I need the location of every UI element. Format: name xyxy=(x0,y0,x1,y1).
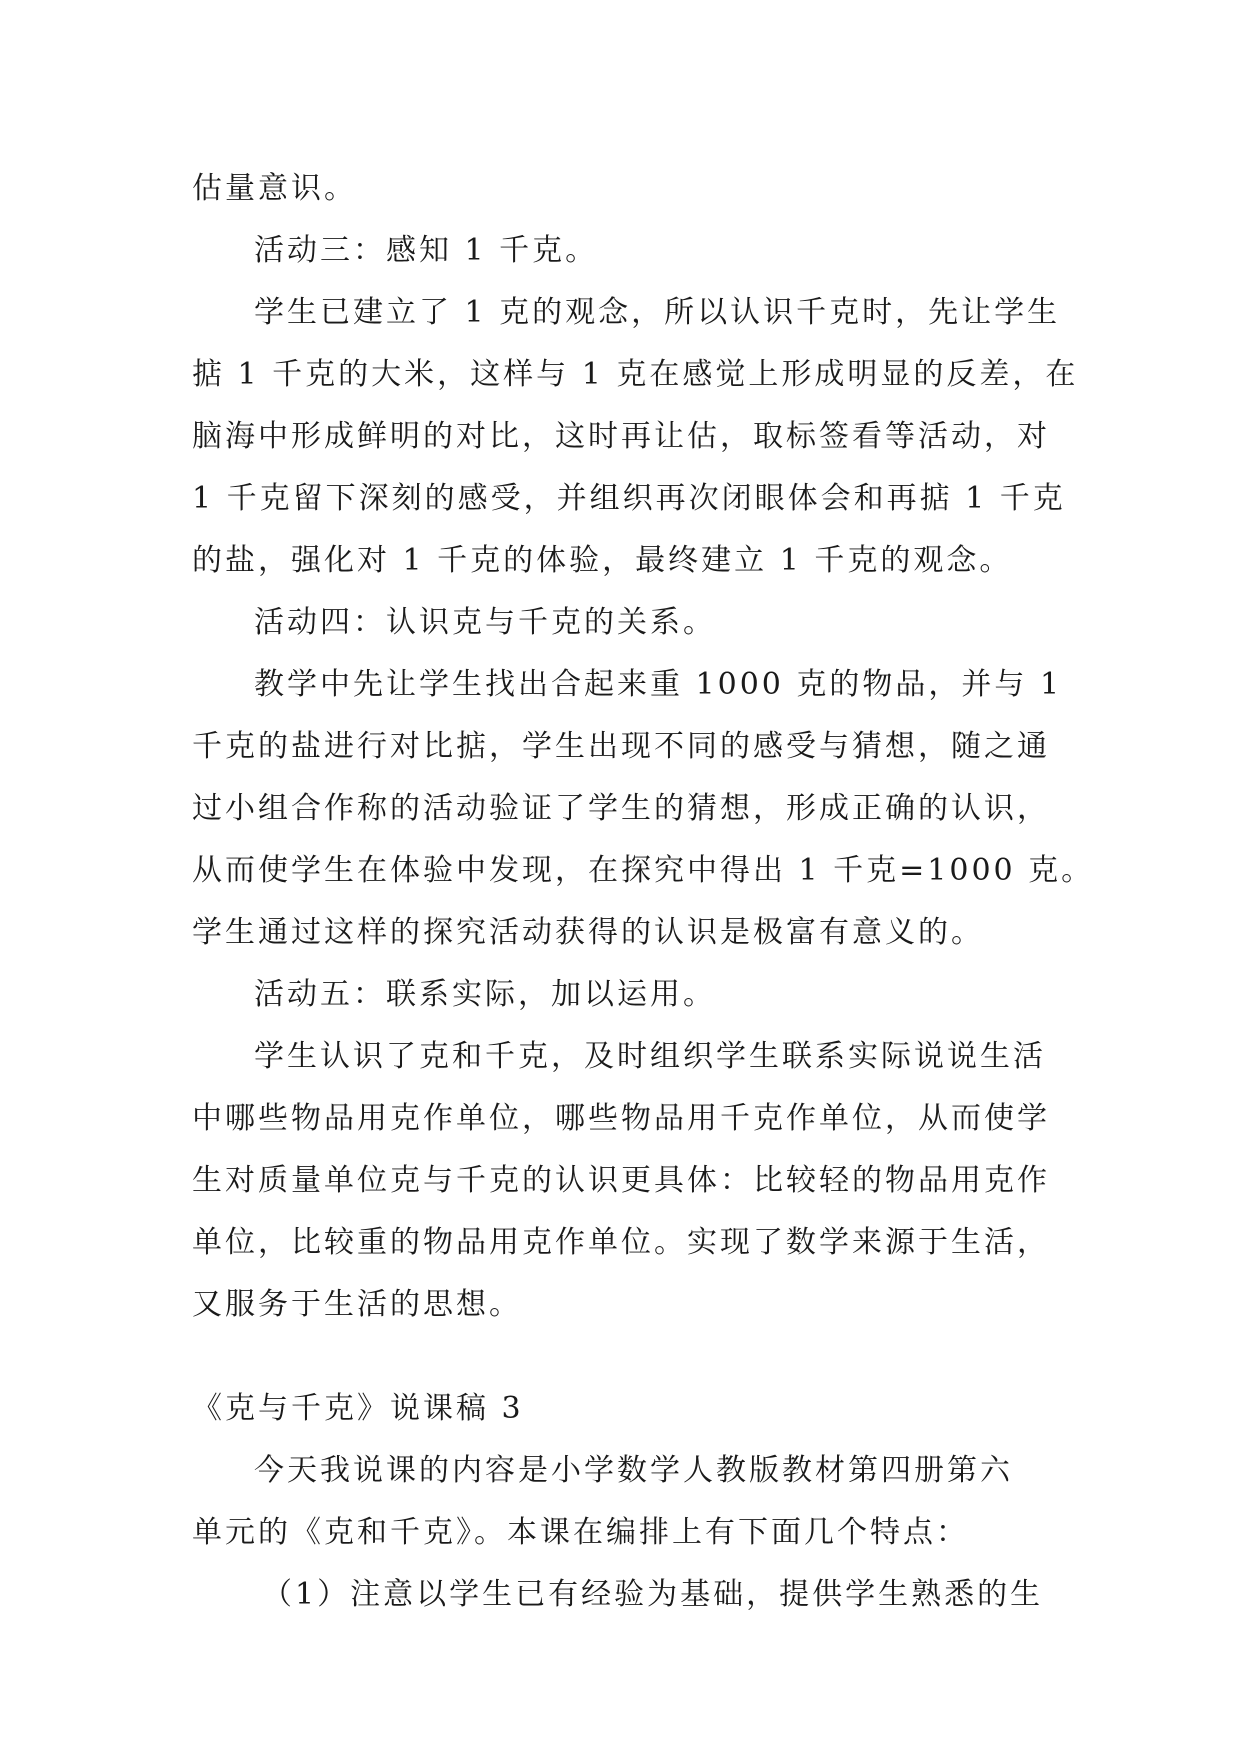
list-item: （1）注意以学生已有经验为基础，提供学生熟悉的生 xyxy=(262,1577,1044,1612)
text-line: 中哪些物品用克作单位，哪些物品用千克作单位，从而使学 xyxy=(192,1101,1050,1136)
activity-heading: 活动四：认识克与千克的关系。 xyxy=(254,605,716,640)
text-line: 学生认识了克和千克，及时组织学生联系实际说说生活 xyxy=(254,1039,1046,1074)
text-line: 从而使学生在体验中发现，在探究中得出 1 千克=1000 克。 xyxy=(192,853,1095,888)
text-line: 1 千克留下深刻的感受，并组织再次闭眼体会和再掂 1 千克 xyxy=(192,481,1066,516)
text-line: 单元的《克和千克》。本课在编排上有下面几个特点： xyxy=(192,1515,969,1550)
activity-heading: 活动五：联系实际，加以运用。 xyxy=(254,977,716,1012)
text-line: 学生通过这样的探究活动获得的认识是极富有意义的。 xyxy=(192,915,984,950)
text-line: 今天我说课的内容是小学数学人教版教材第四册第六 xyxy=(254,1453,1013,1488)
text-line: 过小组合作称的活动验证了学生的猜想，形成正确的认识， xyxy=(192,791,1050,826)
text-line: 千克的盐进行对比掂，学生出现不同的感受与猜想，随之通 xyxy=(192,729,1050,764)
section-spacer xyxy=(192,1336,1072,1378)
text-line: 脑海中形成鲜明的对比，这时再让估，取标签看等活动，对 xyxy=(192,419,1050,454)
section-title: 《克与千克》说课稿 3 xyxy=(192,1391,524,1426)
text-line: 又服务于生活的思想。 xyxy=(192,1287,522,1322)
text-line: 教学中先让学生找出合起来重 1000 克的物品，并与 1 xyxy=(254,667,1063,702)
activity-heading: 活动三：感知 1 千克。 xyxy=(254,233,599,268)
text-line: 掂 1 千克的大米，这样与 1 克在感觉上形成明显的反差，在 xyxy=(192,357,1079,392)
document-body xyxy=(192,158,1095,1626)
text-line: 单位，比较重的物品用克作单位。实现了数学来源于生活， xyxy=(192,1225,1050,1260)
text-line: 估量意识。 xyxy=(192,171,357,206)
text-line: 生对质量单位克与千克的认识更具体：比较轻的物品用克作 xyxy=(192,1163,1050,1198)
text-line: 学生已建立了 1 克的观念，所以认识千克时，先让学生 xyxy=(254,295,1061,330)
text-line: 的盐，强化对 1 千克的体验，最终建立 1 千克的观念。 xyxy=(192,543,1013,578)
